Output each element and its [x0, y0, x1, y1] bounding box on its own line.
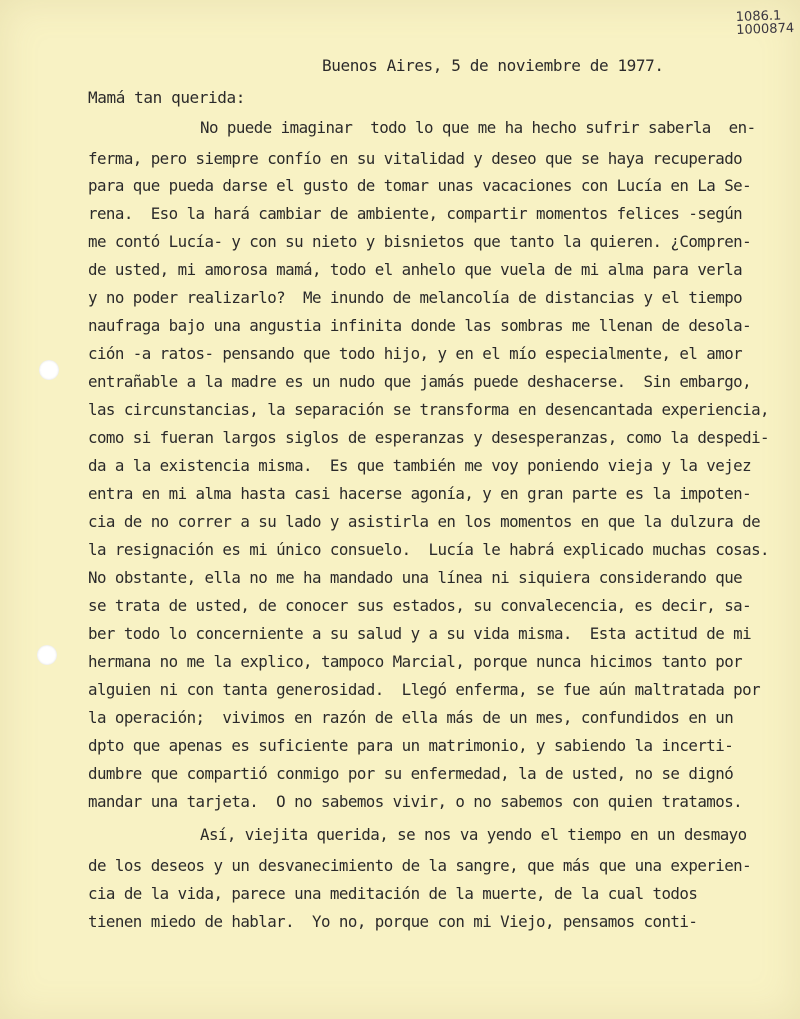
letter-line: dpto que apenas es suficiente para un matrimonio, y sabiendo la incerti-: [88, 736, 734, 755]
letter-line: naufraga bajo una angustia infinita donde las sombras me llenan de desola-: [88, 316, 752, 335]
letter-line: de los deseos y un desvanecimiento de la sangre, que más que una experien-: [88, 856, 752, 875]
archive-number: 1000874: [736, 20, 795, 39]
letter-line: para que pueda darse el gusto de tomar unas vacaciones con Lucía en La Se-: [88, 176, 752, 195]
letter-line: de usted, mi amorosa mamá, todo el anhelo que vuela de mi alma para verla: [88, 260, 743, 279]
letter-line: ción -a ratos- pensando que todo hijo, y en el mío especialmente, el amor: [88, 344, 743, 363]
letter-line: tienen miedo de hablar. Yo no, porque con mi Viejo, pensamos conti-: [88, 912, 698, 931]
letter-line: Así, viejita querida, se nos va yendo el tiempo en un desmayo: [200, 825, 747, 844]
letter-line: la operación; vivimos en razón de ella más de un mes, confundidos en un: [88, 708, 734, 727]
letter-line: da a la existencia misma. Es que también me voy poniendo vieja y la vejez: [88, 456, 752, 475]
punch-hole: [37, 645, 57, 665]
letter-salutation: Mamá tan querida:: [88, 88, 245, 107]
letter-line: dumbre que compartió conmigo por su enfermedad, la de usted, no se dignó: [88, 764, 734, 783]
archive-reference-mark: [736, 9, 795, 37]
punch-hole: [39, 360, 59, 380]
letter-line: y no poder realizarlo? Me inundo de melancolía de distancias y el tiempo: [88, 288, 743, 307]
letter-line: ferma, pero siempre confío en su vitalidad y deseo que se haya recuperado: [88, 149, 743, 168]
letter-line: mandar una tarjeta. O no sabemos vivir, o no sabemos con quien tratamos.: [88, 792, 743, 811]
letter-line: la resignación es mi único consuelo. Lucía le habrá explicado muchas cosas.: [88, 540, 770, 559]
letter-line: se trata de usted, de conocer sus estados, su convalecencia, es decir, sa-: [88, 596, 752, 615]
letter-line: como si fueran largos siglos de esperanzas y desesperanzas, como la despedi-: [88, 428, 770, 447]
letter-line: No puede imaginar todo lo que me ha hecho sufrir saberla en-: [200, 118, 756, 137]
letter-line: me contó Lucía- y con su nieto y bisnietos que tanto la quieren. ¿Compren-: [88, 232, 752, 251]
letter-line: No obstante, ella no me ha mandado una línea ni siquiera considerando que: [88, 568, 743, 587]
letter-line: cia de la vida, parece una meditación de la muerte, de la cual todos: [88, 884, 698, 903]
letter-line: entra en mi alma hasta casi hacerse agonía, y en gran parte es la impoten-: [88, 484, 752, 503]
letter-dateline: Buenos Aires, 5 de noviembre de 1977.: [322, 56, 664, 75]
letter-line: alguien ni con tanta generosidad. Llegó enferma, se fue aún maltratada por: [88, 680, 761, 699]
letter-line: rena. Eso la hará cambiar de ambiente, compartir momentos felices -según: [88, 204, 743, 223]
letter-line: ber todo lo concerniente a su salud y a su vida misma. Esta actitud de mi: [88, 624, 752, 643]
archive-number: 1086.1: [735, 8, 782, 26]
letter-line: cia de no correr a su lado y asistirla en los momentos en que la dulzura de: [88, 512, 761, 531]
letter-line: las circunstancias, la separación se transforma en desencantada experiencia,: [88, 400, 770, 419]
letter-line: hermana no me la explico, tampoco Marcial, porque nunca hicimos tanto por: [88, 652, 743, 671]
letter-line: entrañable a la madre es un nudo que jamás puede deshacerse. Sin embargo,: [88, 372, 752, 391]
